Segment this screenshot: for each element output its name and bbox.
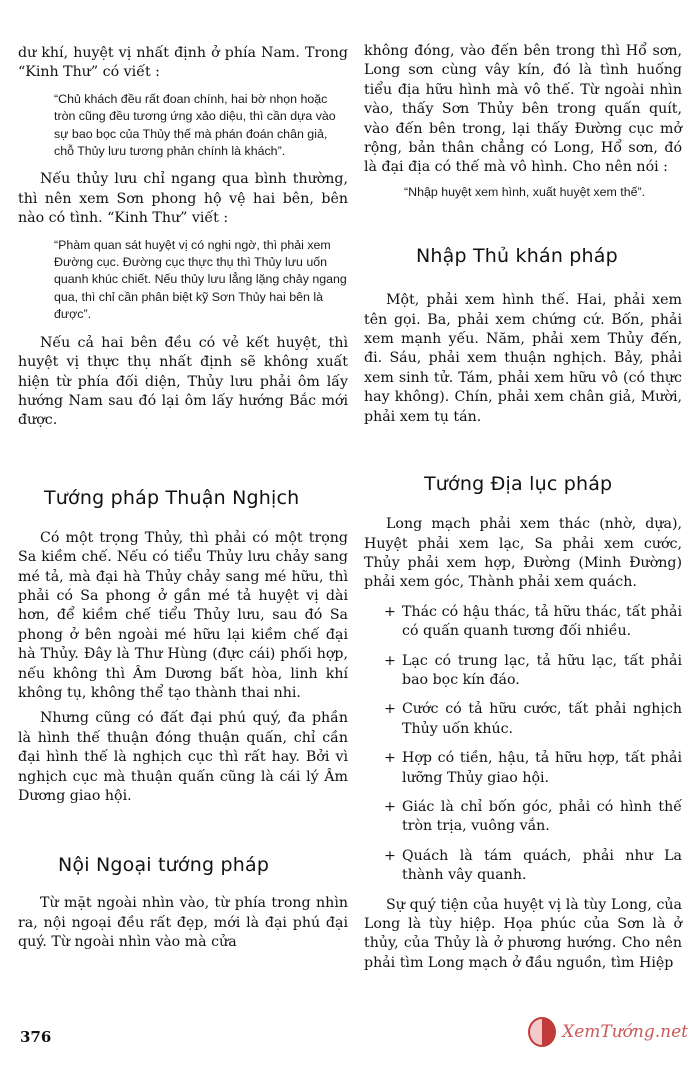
section-heading: Nhập Thủ khán pháp bbox=[416, 245, 618, 268]
list-item: + Giác là chỉ bốn góc, phải có hình thế tròn trịa, vuông vắn. bbox=[384, 798, 682, 835]
quote-block: “Phàm quan sát huyệt vị có nghi ngờ, thì phải xem Đường cục. Đường cục thực thụ thì Thủy lưu uốn quanh khúc chiết. Nếu thủy lưu lẳng lặng chảy ngang qua, thì chỉ cần phân biệt kỹ Sơn Thủy hai bên là được”. bbox=[54, 237, 347, 322]
list-item: + Lạc có trung lạc, tả hữu lạc, tất phải bao bọc kín đáo. bbox=[384, 652, 682, 688]
quote-block: “Nhập huyệt xem hình, xuất huyệt xem thế”. bbox=[404, 184, 646, 199]
yin-yang-icon bbox=[528, 1017, 556, 1047]
section-heading: Tướng pháp Thuận Nghịch bbox=[44, 486, 300, 509]
plus-icon: + bbox=[384, 603, 396, 620]
paragraph: không đóng, vào đến bên trong thì Hổ sơn, Long sơn cùng vây kín, đó là tình huống tiểu địa hữu hình mà vô thế. Từ ngoài nhìn vào, thấy Sơn Thủy bên trong quấn quít, vào đến bên trong, lại thấy Đường cục mở rộng, bản thân chẳng có Long, Hổ sơn, đó là đại địa có thế mà vô hình. Cho nên nói : bbox=[364, 43, 682, 176]
list-item: + Thác có hậu thác, tả hữu thác, tất phải có quấn quanh tương đối nhiều. bbox=[384, 603, 682, 640]
watermark-logo bbox=[528, 1012, 688, 1052]
section-heading: Nội Ngoại tướng pháp bbox=[58, 854, 270, 877]
plus-icon: + bbox=[384, 750, 396, 767]
list-item: + Quách là tám quách, phải như La thành vây quanh. bbox=[384, 847, 682, 884]
plus-icon: + bbox=[384, 701, 396, 718]
paragraph: Từ mặt ngoài nhìn vào, từ phía trong nhìn ra, nội ngoại đều rất đẹp, mới là đại phú đại quý. Từ ngoài nhìn vào mà cửa bbox=[18, 895, 348, 951]
quote-block: “Chủ khách đều rất đoan chính, hai bờ nhọn hoặc tròn cũng đều tương ứng xảo diệu, thì cần dựa vào sự bao bọc của Thủy thế mà phán đoán chân giả, chỗ Thủy lưu tương phản chính là khách”. bbox=[54, 91, 336, 159]
plus-icon: + bbox=[384, 652, 396, 669]
list-item: + Hợp có tiền, hậu, tả hữu hợp, tất phải lưỡng Thủy giao hội. bbox=[384, 750, 682, 786]
left-column bbox=[18, 44, 348, 953]
paragraph: Sự quý tiện của huyệt vị là tùy Long, của Long là tùy hiệp. Họa phúc của Sơn là ở thủy, của Thủy là ở phương hướng. Cho nên phải tìm Long mạch ở đầu nguồn, tìm Hiệp bbox=[364, 896, 682, 971]
plus-icon: + bbox=[384, 798, 396, 815]
right-column bbox=[364, 42, 682, 973]
watermark-text: XemTướng.net bbox=[562, 1022, 688, 1042]
plus-icon: + bbox=[384, 847, 396, 864]
paragraph: Long mạch phải xem thác (nhờ, dựa), Huyệt phải xem lạc, Sa phải xem cước, Thủy phải xem hợp, Đường (Minh Đường) phải xem góc, Thành phải xem quách. bbox=[364, 516, 682, 591]
paragraph: dư khí, huyệt vị nhất định ở phía Nam. Trong “Kinh Thư” có viết : bbox=[18, 45, 348, 81]
paragraph: Có một trọng Thủy, thì phải có một trọng Sa kiềm chế. Nếu có tiểu Thủy lưu chảy sang mé tả, mà đại hà Thủy chảy sang mé hữu, thì phải có Sa phong ở gần mé tả huyệt vị dài hơn, để kiềm chế tiểu Thủy lưu, sau đó Sa phong ở bên ngoài mé hữu lại kiềm chế đại hà Thủy. Đây là Thư Hùng (đực cái) phối hợp, nếu không thì Âm Dương bất hòa, linh khí không tụ, không thể tạo thành thai nhi. bbox=[18, 529, 348, 701]
bullet-list bbox=[364, 603, 682, 886]
paragraph: Nếu thủy lưu chỉ ngang qua bình thường, thì nên xem Sơn phong hộ vệ hai bên, bên nào có tình. “Kinh Thư” viết : bbox=[18, 171, 348, 227]
paragraph: Một, phải xem hình thế. Hai, phải xem tên gọi. Ba, phải xem chứng cứ. Bốn, phải xem mạnh yếu. Năm, phải xem Thủy đến, đi. Sáu, phải xem thuận nghịch. Bảy, phải xem sinh tử. Tám, phải xem hữu vô (có thực hay không). Chín, phải xem chân giả, Mười, phải xem tụ tán. bbox=[364, 292, 682, 425]
paragraph: Nếu cả hai bên đều có vẻ kết huyệt, thì huyệt vị thực thụ nhất định sẽ không xuất hiện từ phía đối diện, Thủy lưu phải ôm lấy hướng Nam sau đó lại ôm lấy hướng Bắc mới được. bbox=[18, 334, 348, 429]
paragraph: Nhưng cũng có đất đại phú quý, đa phần là hình thế thuận đóng thuận quấn, chỉ cần đại hình thế là nghịch cục thì rất hay. Bởi vì nghịch cục mà thuận quấn cũng là cái lý Âm Dương giao hội. bbox=[18, 710, 348, 804]
list-item: + Cước có tả hữu cước, tất phải nghịch Thủy uốn khúc. bbox=[384, 701, 682, 737]
page-number: 376 bbox=[20, 1028, 52, 1046]
section-heading: Tướng Địa lục pháp bbox=[424, 473, 613, 496]
